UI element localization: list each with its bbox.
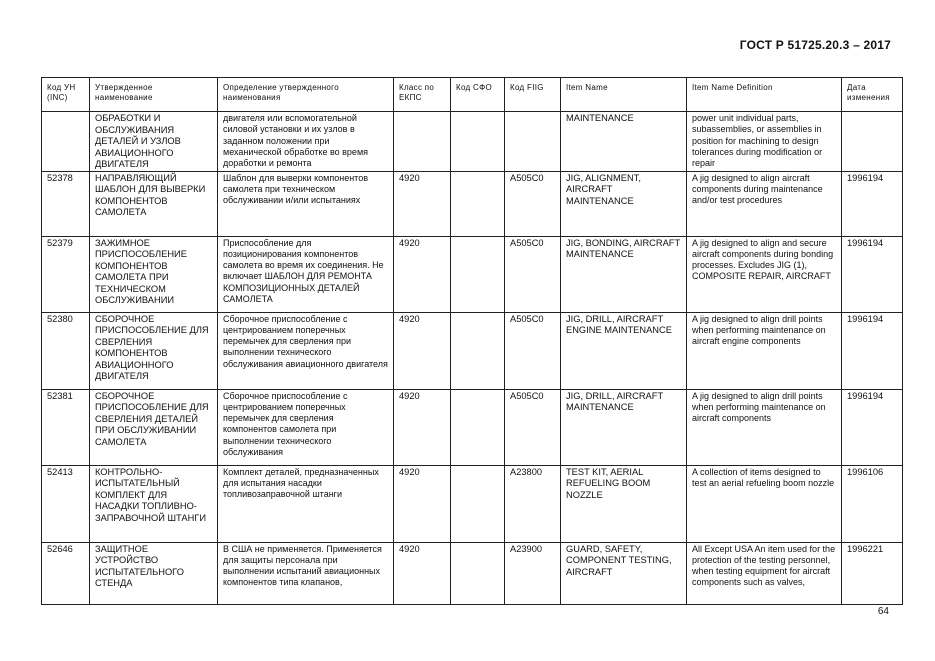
cell-definition-ru: Сборочное приспособление с центрированием поперечных перемычек для сверления компонентов самолета при выполнении технического обслуживания (218, 389, 394, 465)
cell-date: 1996194 (842, 312, 903, 389)
table-row (42, 389, 903, 465)
cell-date: 1996106 (842, 465, 903, 542)
cell-date: 1996194 (842, 389, 903, 465)
table-header-row (42, 78, 903, 112)
table-row (42, 112, 903, 172)
cell-date: 1996221 (842, 542, 903, 604)
cell-name-ru: СБОРОЧНОЕ ПРИСПОСОБЛЕНИЕ ДЛЯ СВЕРЛЕНИЯ КОМПОНЕНТОВ АВИАЦИОННОГО ДВИГАТЕЛЯ (90, 312, 218, 389)
cell-item-name: JIG, ALIGNMENT, AIRCRAFT MAINTENANCE (561, 171, 687, 236)
cell-sfo (451, 112, 505, 172)
cell-item-definition: A jig designed to align drill points when performing maintenance on aircraft components (687, 389, 842, 465)
cell-item-name: JIG, DRILL, AIRCRAFT MAINTENANCE (561, 389, 687, 465)
cell-fiig: A505C0 (505, 312, 561, 389)
cell-definition-ru: Комплект деталей, предназначенных для испытания насадки топливозаправочной штанги (218, 465, 394, 542)
cell-item-definition: A jig designed to align drill points when performing maintenance on aircraft engine components (687, 312, 842, 389)
cell-inc: 52378 (42, 171, 90, 236)
header-ekps-class: Класс по ЕКПС (394, 78, 451, 112)
cell-item-name: TEST KIT, AERIAL REFUELING BOOM NOZZLE (561, 465, 687, 542)
header-name-definition: Определение утвержденного наименования (218, 78, 394, 112)
cell-definition-ru: Приспособление для позиционирования компонентов самолета во время их соединения. Не включает ШАБЛОН ДЛЯ РЕМОНТА КОМПОЗИЦИОННЫХ ДЕТАЛЕЙ САМОЛЕТА (218, 236, 394, 312)
cell-definition-ru: Шаблон для выверки компонентов самолета при техническом обслуживании и/или испытаниях (218, 171, 394, 236)
cell-class: 4920 (394, 312, 451, 389)
cell-item-definition: All Except USA An item used for the protection of the testing personnel, when testing equipment for aircraft components such as valves, (687, 542, 842, 604)
table-row (42, 171, 903, 236)
cell-sfo (451, 465, 505, 542)
cell-item-definition: power unit individual parts, subassemblies, or assemblies in position for machining to design tolerances during modification or repair (687, 112, 842, 172)
cell-sfo (451, 542, 505, 604)
cell-sfo (451, 171, 505, 236)
cell-fiig: A23900 (505, 542, 561, 604)
cell-sfo (451, 389, 505, 465)
cell-fiig: A505C0 (505, 389, 561, 465)
cell-date: 1996194 (842, 171, 903, 236)
table-row (42, 312, 903, 389)
cell-name-ru: ЗАЖИМНОЕ ПРИСПОСОБЛЕНИЕ КОМПОНЕНТОВ САМОЛЕТА ПРИ ТЕХНИЧЕСКОМ ОБСЛУЖИВАНИИ (90, 236, 218, 312)
cell-sfo (451, 312, 505, 389)
cell-inc: 52380 (42, 312, 90, 389)
cell-class: 4920 (394, 389, 451, 465)
table-row (42, 465, 903, 542)
document-code: ГОСТ Р 51725.20.3 – 2017 (739, 38, 891, 52)
cell-fiig: A505C0 (505, 236, 561, 312)
cell-inc: 52381 (42, 389, 90, 465)
cell-class (394, 112, 451, 172)
cell-fiig: A23800 (505, 465, 561, 542)
header-inc: Код УН (INC) (42, 78, 90, 112)
header-approved-name: Утвержденное наименование (90, 78, 218, 112)
cell-name-ru: ОБРАБОТКИ И ОБСЛУЖИВАНИЯ ДЕТАЛЕЙ И УЗЛОВ АВИАЦИОННОГО ДВИГАТЕЛЯ (90, 112, 218, 172)
table-row (42, 542, 903, 604)
cell-inc: 52646 (42, 542, 90, 604)
page-number: 64 (877, 606, 889, 617)
cell-date (842, 112, 903, 172)
cell-fiig (505, 112, 561, 172)
cell-class: 4920 (394, 171, 451, 236)
classification-table (41, 77, 903, 605)
cell-definition-ru: Сборочное приспособление с центрированием поперечных перемычек для сверления при выполнении технического обслуживания авиационного двигателя (218, 312, 394, 389)
cell-item-name: GUARD, SAFETY, COMPONENT TESTING, AIRCRAFT (561, 542, 687, 604)
cell-date: 1996194 (842, 236, 903, 312)
cell-class: 4920 (394, 236, 451, 312)
cell-class: 4920 (394, 465, 451, 542)
cell-item-name: MAINTENANCE (561, 112, 687, 172)
cell-definition-ru: В США не применяется. Применяется для защиты персонала при выполнении испытаний авиационных компонентов типа клапанов, (218, 542, 394, 604)
cell-inc (42, 112, 90, 172)
cell-item-definition: A collection of items designed to test an aerial refueling boom nozzle (687, 465, 842, 542)
cell-item-definition: A jig designed to align and secure aircraft components during bonding processes. Excludes JIG (1), COMPOSITE REPAIR, AIRCRAFT (687, 236, 842, 312)
header-fiig-code: Код FIIG (505, 78, 561, 112)
cell-name-ru: ЗАЩИТНОЕ УСТРОЙСТВО ИСПЫТАТЕЛЬНОГО СТЕНДА (90, 542, 218, 604)
cell-item-name: JIG, BONDING, AIRCRAFT MAINTENANCE (561, 236, 687, 312)
cell-inc: 52379 (42, 236, 90, 312)
cell-name-ru: СБОРОЧНОЕ ПРИСПОСОБЛЕНИЕ ДЛЯ СВЕРЛЕНИЯ ДЕТАЛЕЙ ПРИ ОБСЛУЖИВАНИИ САМОЛЕТА (90, 389, 218, 465)
header-item-name: Item Name (561, 78, 687, 112)
cell-definition-ru: двигателя или вспомогательной силовой установки и их узлов в заданном положении при механической обработке во время доработки и ремонта (218, 112, 394, 172)
cell-class: 4920 (394, 542, 451, 604)
cell-item-name: JIG, DRILL, AIRCRAFT ENGINE MAINTENANCE (561, 312, 687, 389)
table-row (42, 236, 903, 312)
cell-fiig: A505C0 (505, 171, 561, 236)
cell-sfo (451, 236, 505, 312)
cell-name-ru: КОНТРОЛЬНО-ИСПЫТАТЕЛЬНЫЙ КОМПЛЕКТ ДЛЯ НАСАДКИ ТОПЛИВНО-ЗАПРАВОЧНОЙ ШТАНГИ (90, 465, 218, 542)
header-item-definition: Item Name Definition (687, 78, 842, 112)
header-sfo-code: Код СФО (451, 78, 505, 112)
header-change-date: Дата изменения (842, 78, 903, 112)
cell-inc: 52413 (42, 465, 90, 542)
cell-item-definition: A jig designed to align aircraft components during maintenance and/or test procedures (687, 171, 842, 236)
cell-name-ru: НАПРАВЛЯЮЩИЙ ШАБЛОН ДЛЯ ВЫВЕРКИ КОМПОНЕНТОВ САМОЛЕТА (90, 171, 218, 236)
